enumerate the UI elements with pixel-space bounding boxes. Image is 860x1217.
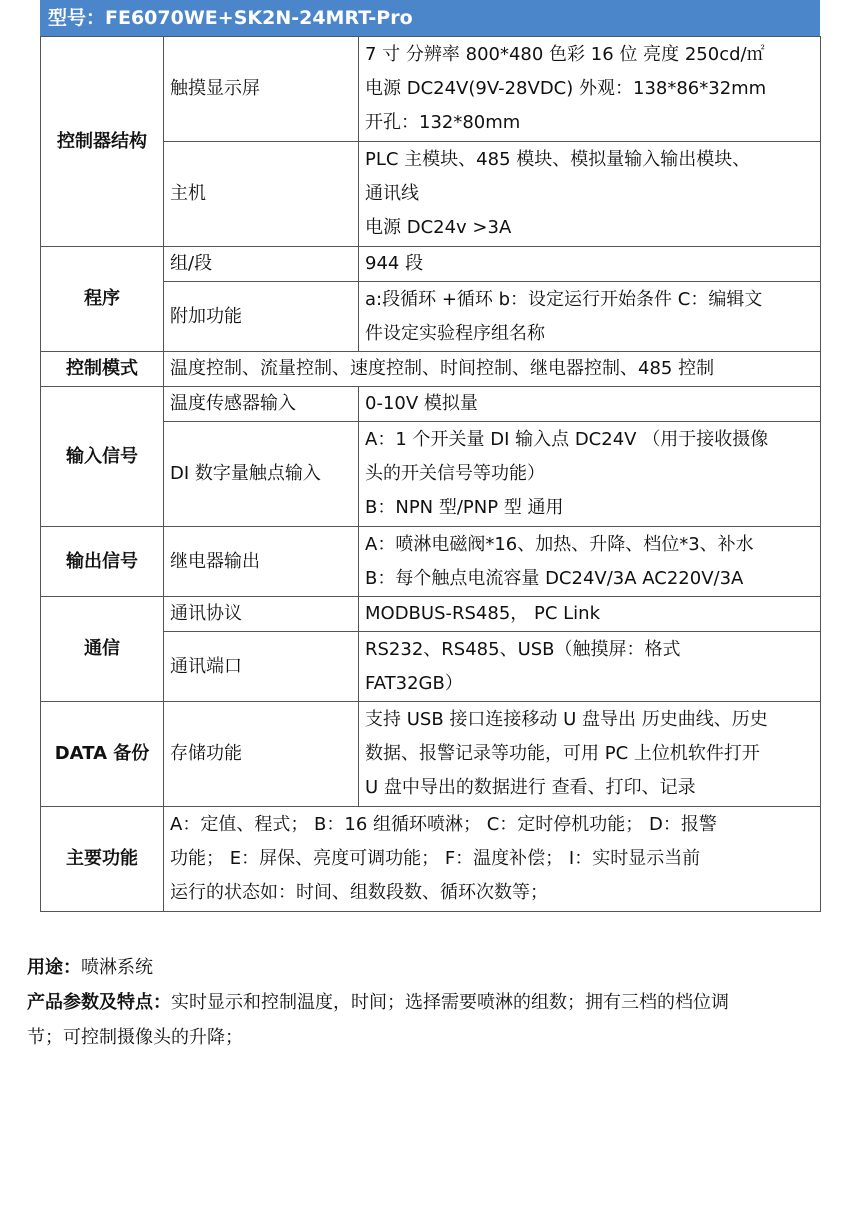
value-line: 头的开关信号等功能） [365, 463, 545, 484]
features-text: 实时显示和控制温度，时间；选择需要喷淋的组数；拥有三档的档位调 [171, 992, 729, 1013]
value-line: 7 寸 分辨率 800*480 色彩 16 位 亮度 250cd/㎡ [365, 44, 765, 65]
spec-sheet [40, 0, 820, 912]
table-row [41, 702, 821, 807]
item-label-cell: 触摸显示屏 [164, 37, 359, 142]
item-value-cell [359, 422, 821, 527]
value-line: a:段循环 +循环 b：设定运行开始条件 C：编辑文 [365, 288, 763, 310]
table-row [41, 807, 821, 912]
item-label-cell: DI 数字量触点输入 [164, 422, 359, 527]
value-line: PLC 主模块、485 模块、模拟量输入输出模块、 [365, 149, 751, 170]
value-line: 电源 DC24V(9V-28VDC) 外观：138*86*32mm [365, 78, 767, 99]
item-value-cell: MODBUS-RS485， PC Link [359, 597, 821, 632]
category-cell: 控制模式 [41, 352, 164, 387]
value-line: 运行的状态如：时间、组数段数、循环次数等； [170, 882, 548, 903]
spec-table [40, 36, 821, 912]
table-row [41, 597, 821, 632]
value-line: 通讯线 [365, 183, 419, 204]
product-notes [27, 950, 827, 1055]
category-cell: 输出信号 [41, 527, 164, 597]
value-line: 数据、报警记录等功能，可用 PC 上位机软件打开 [365, 743, 760, 764]
model-title: 型号：FE6070WE+SK2N-24MRT-Pro [40, 0, 820, 36]
value-line: RS232、RS485、USB（触摸屏：格式 [365, 638, 681, 660]
features-line-2: 节；可控制摄像头的升降； [27, 1027, 243, 1048]
category-cell: 通信 [41, 597, 164, 702]
table-row [41, 37, 821, 142]
item-value-cell [359, 37, 821, 142]
category-cell: 输入信号 [41, 387, 164, 527]
value-line: B：每个触点电流容量 DC24V/3A AC220V/3A [365, 567, 744, 589]
item-label-cell: 组/段 [164, 247, 359, 282]
item-label-cell: 主机 [164, 142, 359, 247]
item-label-cell: 温度传感器输入 [164, 387, 359, 422]
usage-line [27, 950, 827, 985]
category-cell: 控制器结构 [41, 37, 164, 247]
item-value-cell: 0-10V 模拟量 [359, 387, 821, 422]
item-label-cell: 附加功能 [164, 282, 359, 352]
table-row [41, 387, 821, 422]
item-label-cell: 通讯协议 [164, 597, 359, 632]
item-value-cell [359, 702, 821, 807]
item-label-cell: 通讯端口 [164, 632, 359, 702]
value-line: FAT32GB） [365, 672, 463, 694]
item-value-cell: 温度控制、流量控制、速度控制、时间控制、继电器控制、485 控制 [164, 352, 821, 387]
value-line: U 盘中导出的数据进行 查看、打印、记录 [365, 777, 696, 798]
value-line: 开孔：132*80mm [365, 112, 521, 133]
table-row [41, 352, 821, 387]
table-row [41, 527, 821, 597]
value-line: B：NPN 型/PNP 型 通用 [365, 497, 564, 518]
usage-value: 喷淋系统 [81, 957, 153, 978]
value-line: 电源 DC24v >3A [365, 217, 512, 238]
item-value-cell [359, 142, 821, 247]
item-value-cell: 944 段 [359, 247, 821, 282]
value-line: A：定值、程式； B：16 组循环喷淋； C：定时停机功能； D：报警 [170, 814, 717, 835]
category-cell: DATA 备份 [41, 702, 164, 807]
value-line: 支持 USB 接口连接移动 U 盘导出 历史曲线、历史 [365, 709, 768, 730]
value-line: A：1 个开关量 DI 输入点 DC24V （用于接收摄像 [365, 429, 769, 450]
features-line [27, 985, 827, 1020]
table-row [41, 247, 821, 282]
item-value-cell [164, 807, 821, 912]
item-label-cell: 继电器输出 [164, 527, 359, 597]
value-line: 件设定实验程序组名称 [365, 322, 545, 344]
item-value-cell [359, 282, 821, 352]
item-value-cell [359, 632, 821, 702]
value-line: A：喷淋电磁阀*16、加热、升降、档位*3、补水 [365, 533, 754, 555]
item-value-cell [359, 527, 821, 597]
features-label: 产品参数及特点： [27, 992, 171, 1013]
usage-label: 用途： [27, 957, 81, 978]
item-label-cell: 存储功能 [164, 702, 359, 807]
category-cell: 程序 [41, 247, 164, 352]
category-cell: 主要功能 [41, 807, 164, 912]
value-line: 功能； E：屏保、亮度可调功能； F：温度补偿； I：实时显示当前 [170, 848, 701, 869]
